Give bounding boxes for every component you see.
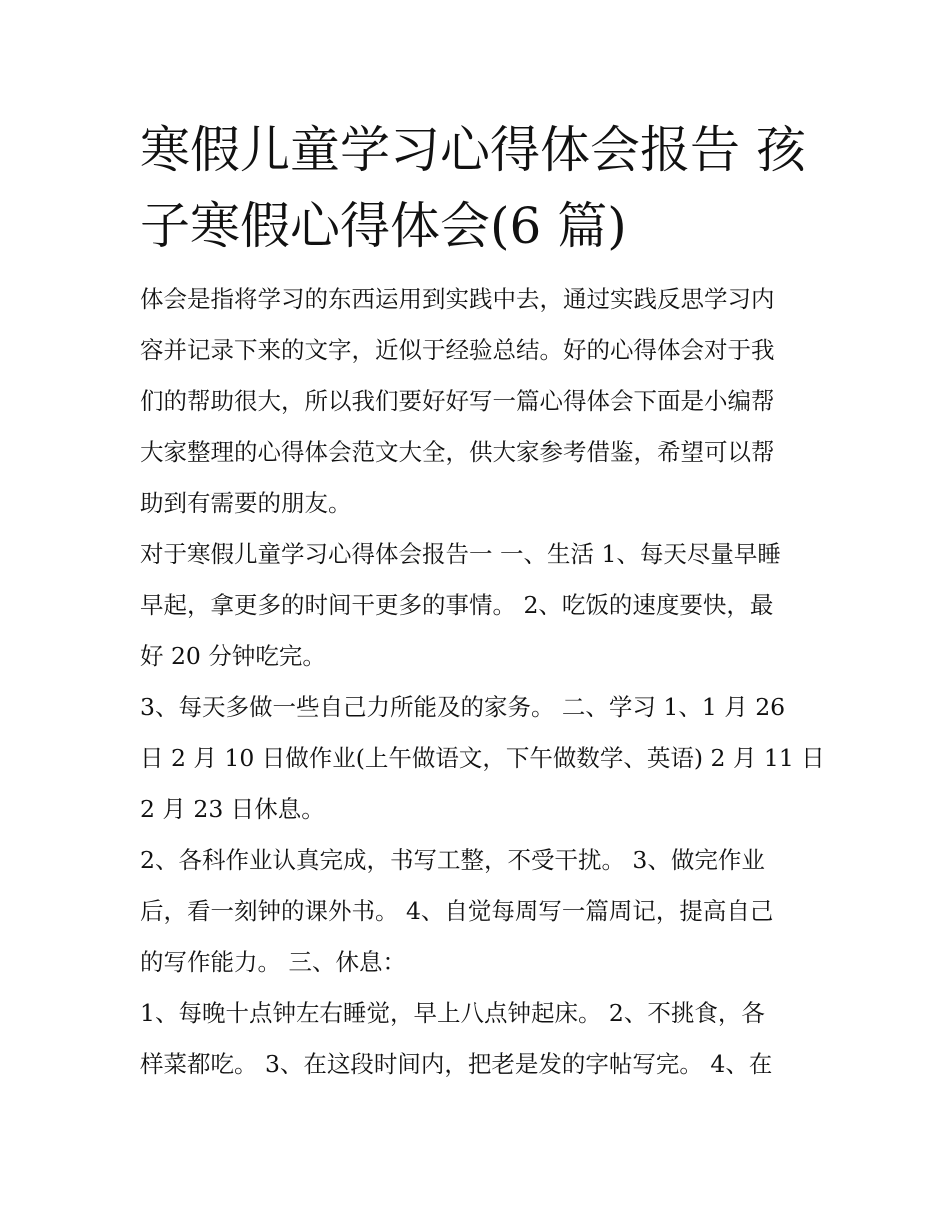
title-line: 子寒假心得体会(6 篇) — [140, 197, 627, 255]
body-line: 2 月 23 日休息。 — [140, 795, 325, 823]
body-line: 样菜都吃。 3、在这段时间内，把老是发的字帖写完。 4、在 — [140, 1050, 773, 1078]
body-line: 3、每天多做一些自己力所能及的家务。 二、学习 1、1 月 26 — [140, 693, 786, 721]
body-line: 的写作能力。 三、休息： — [140, 948, 406, 976]
title-line: 寒假儿童学习心得体会报告 孩 — [140, 121, 806, 179]
body-line: 后，看一刻钟的课外书。 4、自觉每周写一篇周记，提高自己 — [140, 897, 774, 925]
body-line: 日 2 月 10 日做作业(上午做语文，下午做数学、英语) 2 月 11 日 — [140, 744, 825, 772]
body-line: 体会是指将学习的东西运用到实践中去，通过实践反思学习内 — [140, 285, 775, 313]
body-line: 助到有需要的朋友。 — [140, 489, 352, 517]
body-line: 对于寒假儿童学习心得体会报告一 一、生活 1、每天尽量早睡 — [140, 540, 781, 568]
body-line: 2、各科作业认真完成，书写工整，不受干扰。 3、做完作业 — [140, 846, 765, 874]
body-line: 早起，拿更多的时间干更多的事情。 2、吃饭的速度要快，最 — [140, 591, 774, 619]
body-line: 1、每晚十点钟左右睡觉，早上八点钟起床。 2、不挑食，各 — [140, 999, 765, 1027]
body-line: 容并记录下来的文字，近似于经验总结。好的心得体会对于我 — [140, 336, 775, 364]
body-line: 好 20 分钟吃完。 — [140, 642, 326, 670]
body-line: 大家整理的心得体会范文大全，供大家参考借鉴，希望可以帮 — [140, 438, 775, 466]
body-line: 们的帮助很大，所以我们要好好写一篇心得体会下面是小编帮 — [140, 387, 775, 415]
page-title — [140, 112, 830, 264]
